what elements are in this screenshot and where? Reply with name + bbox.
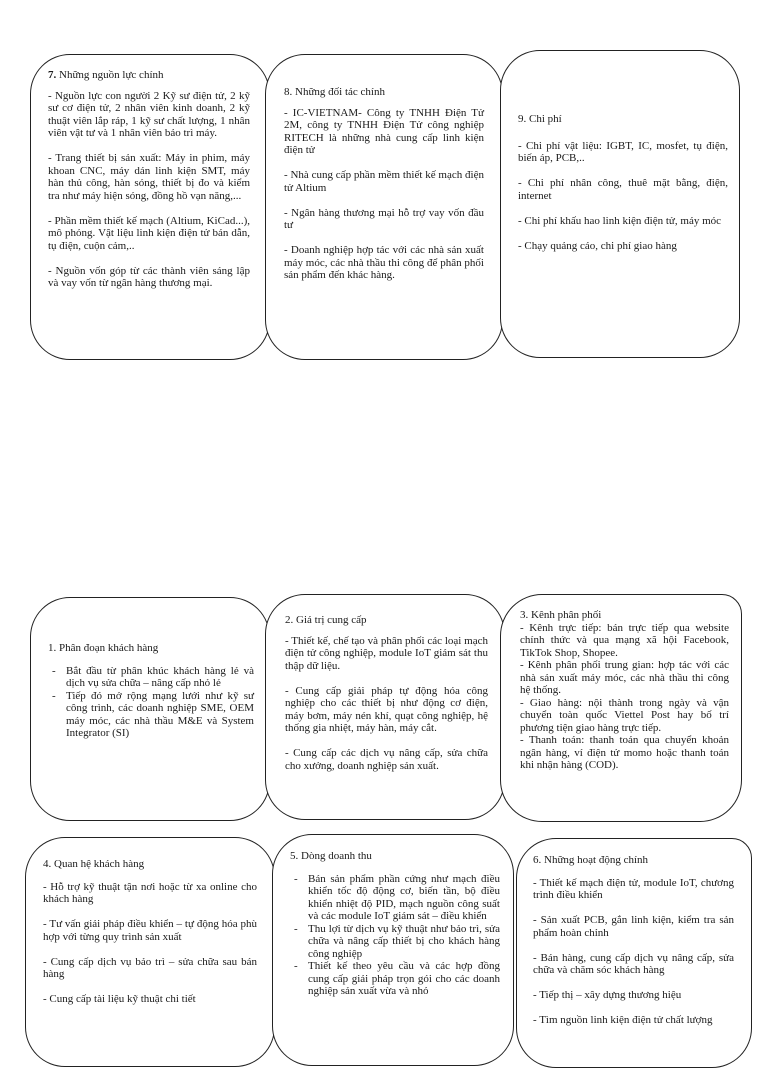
activities-paragraph: - Sản xuất PCB, gắn linh kiện, kiểm tra sản phẩm hoàn chỉnh xyxy=(533,914,734,939)
list-item: - Tiếp đó mở rộng mạng lưới như kỹ sư công trình, các doanh nghiệp SME, OEM máy móc, các nhà thầu M&E và System Integrator (SI) xyxy=(48,690,254,740)
costs-box xyxy=(500,50,740,358)
relations-title: 4. Quan hệ khách hàng xyxy=(43,858,145,870)
list-item: - Bắt đầu từ phân khúc khách hàng lẻ và dịch vụ sửa chữa – nâng cấp nhỏ lẻ xyxy=(48,665,254,690)
value-paragraph: - Cung cấp giải pháp tự động hóa công nghiệp cho các thiết bị như động cơ điện, máy bơm, máy nén khí, quạt công nghiệp, hệ thống gia nhiệt, máy hàn, máy cắt. xyxy=(285,684,488,734)
partners-content xyxy=(284,86,484,294)
costs-paragraph: - Chạy quảng cáo, chi phí giao hàng xyxy=(518,239,677,252)
channels-line: - Kênh trực tiếp: bán trực tiếp qua website chính thức và qua mạng xã hội Facebook, TikTok Shop, Shopee. xyxy=(520,621,729,659)
segments-list xyxy=(48,665,254,740)
partners-paragraph: - IC-VIETNAM- Công ty TNHH Điện Tử 2M, công ty TNHH Điện Tử công nghiệp RITECH là những nhà cung cấp linh kiện điện tử xyxy=(284,106,484,156)
activities-box xyxy=(516,838,752,1068)
costs-paragraph: - Chi phí nhân công, thuê mặt bằng, điện, internet xyxy=(518,177,728,202)
value-paragraph: - Thiết kế, chế tạo và phân phối các loại mạch điện tử công nghiệp, module IoT giám sát thu thập dữ liệu. xyxy=(285,634,488,672)
list-item: - Thiết kế theo yêu cầu và các hợp đồng cung cấp giải pháp trọn gói cho các doanh nghiệp sản xuất vừa và nhỏ xyxy=(290,960,500,998)
channels-title: 3. Kênh phân phối xyxy=(520,609,602,621)
resources-paragraph: - Nguồn lực con người 2 Kỹ sư điện tử, 2 kỹ sư cơ điện tử, 2 nhân viên kinh doanh, 2 kỹ thuật viên lắp ráp, 1 kỹ sư chất lượng, 1 nhân viên vật tư và 1 nhân viên bảo trì máy. xyxy=(48,89,250,139)
value-box xyxy=(265,594,505,820)
revenue-content xyxy=(290,850,500,998)
partners-title: 8. Những đối tác chính xyxy=(284,86,385,98)
activities-title: 6. Những hoạt động chính xyxy=(533,854,649,866)
partners-box xyxy=(265,54,503,360)
partners-paragraph: - Ngân hàng thương mại hỗ trợ vay vốn đầu tư xyxy=(284,206,484,231)
relations-paragraph: - Cung cấp dịch vụ bảo trì – sửa chữa sau bán hàng xyxy=(43,955,257,980)
activities-content xyxy=(533,854,734,1039)
resources-number: 7. xyxy=(48,69,57,81)
channels-box xyxy=(500,594,742,822)
costs-content xyxy=(518,113,728,265)
revenue-box xyxy=(272,834,514,1066)
resources-paragraph: - Nguồn vốn góp từ các thành viên sáng lập và vay vốn từ ngân hàng thương mại. xyxy=(48,264,250,289)
list-item: - Bán sản phẩm phần cứng như mạch điều khiển tốc độ động cơ, biến tần, bộ điều khiển nhiệt độ PID, mạch nguồn công suất và các module IoT giám sát – điều khiển xyxy=(290,873,500,923)
partners-paragraph: - Doanh nghiệp hợp tác với các nhà sản xuất máy móc, các nhà thầu thi công để phân phối sản phẩm đến khác hàng. xyxy=(284,244,484,281)
relations-paragraph: - Tư vấn giải pháp điều khiển – tự động hóa phù hợp với từng quy trình sản xuất xyxy=(43,918,257,943)
activities-paragraph: - Tìm nguồn linh kiện điện tử chất lượng xyxy=(533,1014,713,1026)
partners-paragraph: - Nhà cung cấp phần mềm thiết kế mạch điện tử Altium xyxy=(284,169,484,194)
costs-title: 9. Chi phí xyxy=(518,113,562,125)
revenue-list xyxy=(290,873,500,998)
channels-line: - Giao hàng: nội thành trong ngày và vận chuyển toàn quốc Viettel Post hay bố trí phương tiện giao hàng trực tiếp. xyxy=(520,696,729,734)
segments-content xyxy=(48,642,254,740)
value-title: 2. Giá trị cung cấp xyxy=(285,614,367,626)
resources-content xyxy=(48,69,250,302)
relations-paragraph: - Cung cấp tài liệu kỹ thuật chi tiết xyxy=(43,993,196,1005)
activities-paragraph: - Tiếp thị – xây dựng thương hiệu xyxy=(533,989,682,1001)
resources-box xyxy=(30,54,270,360)
value-content xyxy=(285,614,488,785)
relations-box xyxy=(25,837,275,1067)
resources-title: Những nguồn lực chính xyxy=(59,69,164,81)
resources-paragraph: - Trang thiết bị sản xuất: Máy in phim, máy khoan CNC, máy dán linh kiện SMT, máy hàn thủ công, hàn sóng, thiết bị đo và kiểm tra như máy hiện sóng, đồng hồ vạn năng,... xyxy=(48,152,250,202)
segments-box xyxy=(30,597,270,821)
relations-content xyxy=(43,858,257,1018)
list-item: - Thu lợi từ dịch vụ kỹ thuật như bảo trì, sửa chữa và nâng cấp thiết bị cho khách hàng công nghiệp xyxy=(290,923,500,961)
value-paragraph: - Cung cấp các dịch vụ nâng cấp, sửa chữa cho xưởng, doanh nghiệp sản xuất. xyxy=(285,747,488,772)
relations-paragraph: - Hỗ trợ kỹ thuật tận nơi hoặc từ xa online cho khách hàng xyxy=(43,880,257,905)
channels-line: - Thanh toán: thanh toán qua chuyển khoản ngân hàng, ví điện tử momo hoặc thanh toán khi nhận hàng (COD). xyxy=(520,734,729,771)
resources-paragraph: - Phần mềm thiết kế mạch (Altium, KiCad...), mô phỏng. Vật liệu linh kiện điện tử bán dẫn, tụ điện, cuộn cảm,.. xyxy=(48,214,250,252)
revenue-title: 5. Dòng doanh thu xyxy=(290,850,372,862)
costs-paragraph: - Chi phí khấu hao linh kiện điện tử, máy móc xyxy=(518,214,722,227)
resources-heading xyxy=(48,69,250,82)
channels-content xyxy=(520,609,729,772)
costs-paragraph: - Chi phí vật liệu: IGBT, IC, mosfet, tụ điện, biến áp, PCB,.. xyxy=(518,139,728,164)
activities-paragraph: - Thiết kế mạch điện tử, module IoT, chương trình điều khiển xyxy=(533,876,734,901)
channels-line: - Kênh phân phối trung gian: hợp tác với các nhà sản xuất máy móc, các nhà thầu thi công hệ thống. xyxy=(520,659,729,696)
activities-paragraph: - Bán hàng, cung cấp dịch vụ nâng cấp, sửa chữa và chăm sóc khách hàng xyxy=(533,951,734,976)
segments-title: 1. Phân đoạn khách hàng xyxy=(48,642,159,654)
